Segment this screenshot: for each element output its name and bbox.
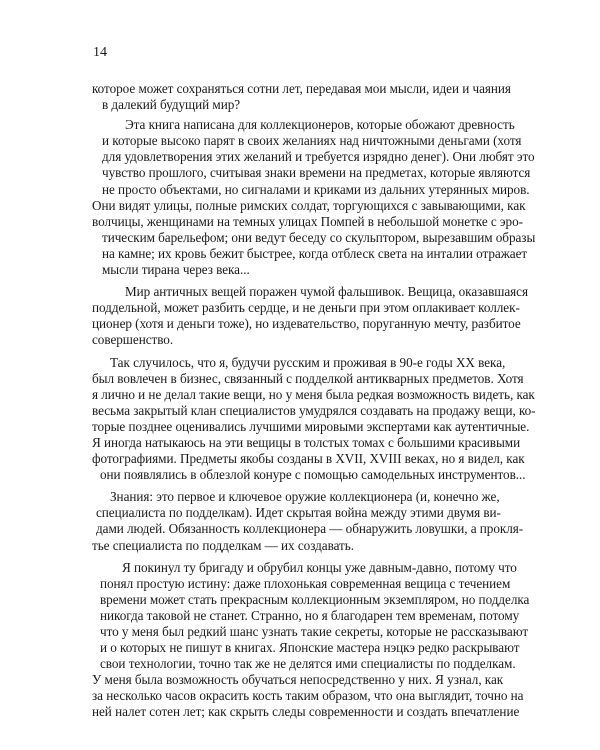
text-line: весьма закрытый клан специалистов умудрялся создавать на продажу вещи, ко-	[92, 402, 536, 418]
text-line: специалиста по подделкам). Идет скрытая война между этими двумя ви-	[96, 505, 501, 521]
paragraph-5	[92, 489, 524, 553]
text-line: дами людей. Обязанность коллекционера — обнаружить ловушки, а прокля-	[96, 521, 524, 537]
text-line: мысли тирана через века...	[102, 262, 250, 278]
text-line: поддельной, может разбить сердце, и не деньги при этом оплакивает коллек-	[92, 300, 520, 316]
text-line: Я иногда натыкаюсь на эти вещицы в толстых томах с большими красивыми	[92, 434, 521, 450]
text-line: в далекий будущий мир?	[102, 97, 241, 113]
text-line: что у меня был редкий шанс узнать такие секреты, которые не рассказывают	[100, 624, 529, 639]
text-line: У меня была возможность обучаться непосредственно у них. Я узнал, как	[92, 672, 504, 688]
text-line: я лично и не делал такие вещи, но у меня была редкая возможность видеть, как	[92, 386, 535, 402]
text-line: ционер (хотя и деньги тоже), но издевательство, поруганную мечту, разбитое	[92, 316, 521, 332]
text-line: был вовлечен в бизнес, связанный с подделкой антикварных предметов. Хотя	[92, 370, 524, 386]
text-line: для удовлетворения этих желаний и требуется изрядно денег). Они любят это	[102, 149, 535, 165]
text-line: за несколько часов окрасить кость таким образом, что она выглядит, точно на	[92, 688, 524, 704]
text-line: ней налет сотен лет; как скрыть следы современности и создать впечатление	[92, 704, 520, 720]
text-line: Эта книга написана для коллекционеров, которые обожают древность	[125, 117, 515, 133]
paragraph-2	[92, 117, 536, 278]
text-line: Так случилось, что я, будучи русским и проживая в 90-е годы XX века,	[110, 354, 506, 370]
text-line: не просто объектами, но сигналами и криками из дальних утерянных миров.	[102, 181, 530, 197]
paragraph-1	[92, 81, 517, 113]
paragraph-3	[92, 284, 529, 348]
text-line: времени может стать прекрасным коллекционным экземпляром, но подделка	[100, 591, 530, 607]
text-line: совершенство.	[92, 332, 174, 348]
text-line: Мир античных вещей поражен чумой фальшивок. Вещица, оказавшаяся	[125, 284, 529, 300]
text-line: на камне; их кровь бежит быстрее, когда отблеск света на инталии отражает	[102, 245, 528, 261]
text-line: тическим барельефом; они ведут беседу со скульптором, вырезавшим образы	[102, 229, 536, 245]
body-text	[92, 81, 536, 721]
text-line: которое может сохраняться сотни лет, передавая мои мысли, идеи и чаяния	[92, 81, 511, 96]
page-number: 14	[93, 45, 107, 60]
text-line: свои технологии, точно так же не делятся ими специалисты по подделкам.	[100, 656, 516, 672]
text-line: никогда таковой не станет. Странно, но я благодарен тем временам, потому	[100, 607, 520, 623]
text-line: Знания: это первое и ключевое оружие коллекционера (и, конечно же,	[110, 489, 500, 505]
text-line: и которые высоко парят в своих желаниях над ничтожными деньгами (хотя	[102, 133, 522, 149]
text-line: фотографиями. Предметы якобы созданы в XVII, XVIII веках, но я видел, как	[92, 451, 525, 467]
text-line: торые позднее оценивались лучшими мировыми экспертами как аутентичные.	[92, 418, 530, 434]
text-line: и о которых не пишут в книгах. Японские мастера нэцкэ редко раскрывают	[100, 640, 520, 656]
text-line: они появлялись в облезлой конуре с помощью самодельных инструментов...	[100, 467, 526, 483]
text-line: чувство прошлого, считывая знаки времени на предметах, которые являются	[102, 165, 531, 181]
text-line: понял простую истину: даже плохонькая современная вещица с течением	[100, 575, 511, 591]
paragraph-4	[92, 354, 536, 484]
text-line: тье специалиста по подделкам — их создавать.	[92, 537, 354, 553]
paragraph-6	[92, 559, 530, 721]
text-line: Они видят улицы, полные римских солдат, торгующихся с завывающими, как	[92, 197, 526, 213]
text-line: Я покинул ту бригаду и обрубил концы уже давным-давно, потому что	[122, 559, 517, 575]
text-line: волчицы, женщинами на темных улицах Помпей в небольшой монетке с эро-	[92, 213, 523, 229]
